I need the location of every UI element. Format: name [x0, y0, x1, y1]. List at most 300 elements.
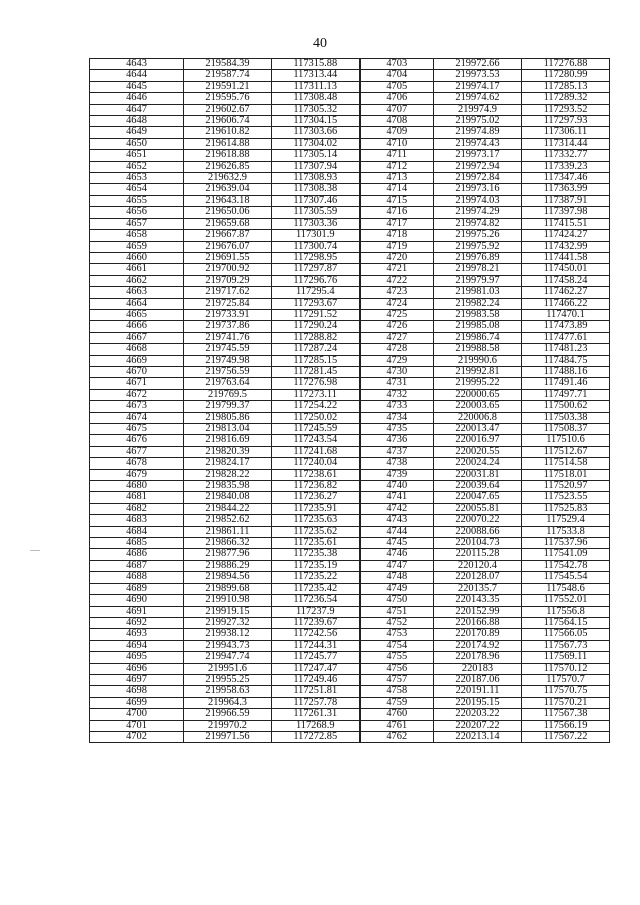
y-coordinate-cell: 117514.58: [522, 458, 610, 469]
point-number-cell: 4759: [360, 697, 434, 708]
y-coordinate-cell: 117567.73: [522, 640, 610, 651]
x-coordinate-cell: 219973.53: [434, 70, 522, 81]
x-coordinate-cell: 219983.58: [434, 309, 522, 320]
x-coordinate-cell: 219973.17: [434, 150, 522, 161]
x-coordinate-cell: 219958.63: [184, 686, 272, 697]
y-coordinate-cell: 117250.02: [272, 412, 360, 423]
y-coordinate-cell: 117304.02: [272, 138, 360, 149]
table-row: [90, 116, 610, 127]
table-row: [90, 150, 610, 161]
point-number-cell: 4734: [360, 412, 434, 423]
x-coordinate-cell: 219584.39: [184, 59, 272, 70]
x-coordinate-cell: 220006.8: [434, 412, 522, 423]
y-coordinate-cell: 117241.68: [272, 446, 360, 457]
point-number-cell: 4722: [360, 275, 434, 286]
x-coordinate-cell: 220213.14: [434, 731, 522, 742]
x-coordinate-cell: 220070.22: [434, 515, 522, 526]
point-number-cell: 4731: [360, 378, 434, 389]
point-number-cell: 4659: [90, 241, 184, 252]
table-row: [90, 412, 610, 423]
point-number-cell: 4723: [360, 287, 434, 298]
point-number-cell: 4687: [90, 560, 184, 571]
table-row: [90, 127, 610, 138]
y-coordinate-cell: 117525.83: [522, 503, 610, 514]
x-coordinate-cell: 219587.74: [184, 70, 272, 81]
point-number-cell: 4674: [90, 412, 184, 423]
x-coordinate-cell: 219745.59: [184, 344, 272, 355]
x-coordinate-cell: 219899.68: [184, 583, 272, 594]
x-coordinate-cell: 219978.21: [434, 264, 522, 275]
y-coordinate-cell: 117276.88: [522, 59, 610, 70]
point-number-cell: 4706: [360, 93, 434, 104]
x-coordinate-cell: 219610.82: [184, 127, 272, 138]
table-row: [90, 424, 610, 435]
x-coordinate-cell: 220170.89: [434, 629, 522, 640]
y-coordinate-cell: 117244.31: [272, 640, 360, 651]
table-row: [90, 59, 610, 70]
x-coordinate-cell: 220207.22: [434, 720, 522, 731]
x-coordinate-cell: 220031.81: [434, 469, 522, 480]
x-coordinate-cell: 219700.92: [184, 264, 272, 275]
y-coordinate-cell: 117484.75: [522, 355, 610, 366]
y-coordinate-cell: 117300.74: [272, 241, 360, 252]
y-coordinate-cell: 117245.77: [272, 652, 360, 663]
point-number-cell: 4701: [90, 720, 184, 731]
point-number-cell: 4760: [360, 709, 434, 720]
x-coordinate-cell: 219986.74: [434, 332, 522, 343]
table-row: [90, 344, 610, 355]
x-coordinate-cell: 219840.08: [184, 492, 272, 503]
point-number-cell: 4744: [360, 526, 434, 537]
y-coordinate-cell: 117295.4: [272, 287, 360, 298]
table-row: [90, 355, 610, 366]
table-row: [90, 640, 610, 651]
table-row: [90, 526, 610, 537]
coordinates-table-body: [90, 59, 610, 743]
point-number-cell: 4685: [90, 538, 184, 549]
point-number-cell: 4661: [90, 264, 184, 275]
x-coordinate-cell: 220013.47: [434, 424, 522, 435]
point-number-cell: 4725: [360, 309, 434, 320]
y-coordinate-cell: 117237.9: [272, 606, 360, 617]
y-coordinate-cell: 117291.52: [272, 309, 360, 320]
x-coordinate-cell: 219844.22: [184, 503, 272, 514]
x-coordinate-cell: 219988.58: [434, 344, 522, 355]
x-coordinate-cell: 220120.4: [434, 560, 522, 571]
point-number-cell: 4656: [90, 207, 184, 218]
y-coordinate-cell: 117415.51: [522, 218, 610, 229]
y-coordinate-cell: 117503.38: [522, 412, 610, 423]
point-number-cell: 4653: [90, 173, 184, 184]
x-coordinate-cell: 219992.81: [434, 366, 522, 377]
x-coordinate-cell: 219824.17: [184, 458, 272, 469]
y-coordinate-cell: 117238.61: [272, 469, 360, 480]
point-number-cell: 4677: [90, 446, 184, 457]
y-coordinate-cell: 117235.19: [272, 560, 360, 571]
y-coordinate-cell: 117315.88: [272, 59, 360, 70]
table-row: [90, 492, 610, 503]
page-number: 40: [313, 36, 327, 51]
x-coordinate-cell: 219973.16: [434, 184, 522, 195]
x-coordinate-cell: 220183: [434, 663, 522, 674]
y-coordinate-cell: 117242.56: [272, 629, 360, 640]
point-number-cell: 4671: [90, 378, 184, 389]
table-row: [90, 674, 610, 685]
y-coordinate-cell: 117287.24: [272, 344, 360, 355]
y-coordinate-cell: 117441.58: [522, 252, 610, 263]
x-coordinate-cell: 219974.62: [434, 93, 522, 104]
x-coordinate-cell: 219964.3: [184, 697, 272, 708]
point-number-cell: 4713: [360, 173, 434, 184]
y-coordinate-cell: 117293.67: [272, 298, 360, 309]
point-number-cell: 4703: [360, 59, 434, 70]
table-row: [90, 617, 610, 628]
y-coordinate-cell: 117247.47: [272, 663, 360, 674]
y-coordinate-cell: 117296.76: [272, 275, 360, 286]
table-row: [90, 218, 610, 229]
point-number-cell: 4728: [360, 344, 434, 355]
point-number-cell: 4757: [360, 674, 434, 685]
y-coordinate-cell: 117548.6: [522, 583, 610, 594]
table-row: [90, 104, 610, 115]
x-coordinate-cell: 219972.94: [434, 161, 522, 172]
y-coordinate-cell: 117285.15: [272, 355, 360, 366]
point-number-cell: 4762: [360, 731, 434, 742]
table-row: [90, 161, 610, 172]
point-number-cell: 4739: [360, 469, 434, 480]
y-coordinate-cell: 117537.96: [522, 538, 610, 549]
y-coordinate-cell: 117268.9: [272, 720, 360, 731]
point-number-cell: 4748: [360, 572, 434, 583]
y-coordinate-cell: 117289.32: [522, 93, 610, 104]
point-number-cell: 4679: [90, 469, 184, 480]
y-coordinate-cell: 117280.99: [522, 70, 610, 81]
y-coordinate-cell: 117567.38: [522, 709, 610, 720]
table-row: [90, 606, 610, 617]
point-number-cell: 4721: [360, 264, 434, 275]
point-number-cell: 4718: [360, 230, 434, 241]
point-number-cell: 4755: [360, 652, 434, 663]
x-coordinate-cell: 219976.89: [434, 252, 522, 263]
x-coordinate-cell: 219982.24: [434, 298, 522, 309]
table-row: [90, 629, 610, 640]
x-coordinate-cell: 219966.59: [184, 709, 272, 720]
point-number-cell: 4724: [360, 298, 434, 309]
x-coordinate-cell: 220104.73: [434, 538, 522, 549]
x-coordinate-cell: 220203.22: [434, 709, 522, 720]
x-coordinate-cell: 220055.81: [434, 503, 522, 514]
y-coordinate-cell: 117510.6: [522, 435, 610, 446]
x-coordinate-cell: 219756.59: [184, 366, 272, 377]
point-number-cell: 4657: [90, 218, 184, 229]
y-coordinate-cell: 117236.82: [272, 481, 360, 492]
y-coordinate-cell: 117305.14: [272, 150, 360, 161]
point-number-cell: 4746: [360, 549, 434, 560]
table-row: [90, 184, 610, 195]
point-number-cell: 4708: [360, 116, 434, 127]
point-number-cell: 4696: [90, 663, 184, 674]
table-row: [90, 549, 610, 560]
point-number-cell: 4758: [360, 686, 434, 697]
x-coordinate-cell: 219725.84: [184, 298, 272, 309]
x-coordinate-cell: 220003.65: [434, 401, 522, 412]
y-coordinate-cell: 117462.27: [522, 287, 610, 298]
y-coordinate-cell: 117566.19: [522, 720, 610, 731]
x-coordinate-cell: 220187.06: [434, 674, 522, 685]
point-number-cell: 4750: [360, 595, 434, 606]
point-number-cell: 4675: [90, 424, 184, 435]
table-row: [90, 503, 610, 514]
x-coordinate-cell: 220016.97: [434, 435, 522, 446]
x-coordinate-cell: 219799.37: [184, 401, 272, 412]
y-coordinate-cell: 117569.11: [522, 652, 610, 663]
table-row: [90, 366, 610, 377]
point-number-cell: 4738: [360, 458, 434, 469]
x-coordinate-cell: 220152.99: [434, 606, 522, 617]
table-row: [90, 560, 610, 571]
y-coordinate-cell: 117236.27: [272, 492, 360, 503]
x-coordinate-cell: 219985.08: [434, 321, 522, 332]
y-coordinate-cell: 117567.22: [522, 731, 610, 742]
point-number-cell: 4747: [360, 560, 434, 571]
point-number-cell: 4709: [360, 127, 434, 138]
y-coordinate-cell: 117305.59: [272, 207, 360, 218]
point-number-cell: 4644: [90, 70, 184, 81]
y-coordinate-cell: 117314.44: [522, 138, 610, 149]
y-coordinate-cell: 117307.46: [272, 195, 360, 206]
point-number-cell: 4714: [360, 184, 434, 195]
x-coordinate-cell: 219927.32: [184, 617, 272, 628]
y-coordinate-cell: 117235.38: [272, 549, 360, 560]
x-coordinate-cell: 219955.25: [184, 674, 272, 685]
y-coordinate-cell: 117261.31: [272, 709, 360, 720]
point-number-cell: 4683: [90, 515, 184, 526]
point-number-cell: 4711: [360, 150, 434, 161]
x-coordinate-cell: 220020.55: [434, 446, 522, 457]
x-coordinate-cell: 219866.32: [184, 538, 272, 549]
y-coordinate-cell: 117313.44: [272, 70, 360, 81]
x-coordinate-cell: 219974.17: [434, 81, 522, 92]
y-coordinate-cell: 117477.61: [522, 332, 610, 343]
table-row: [90, 252, 610, 263]
x-coordinate-cell: 220174.92: [434, 640, 522, 651]
point-number-cell: 4643: [90, 59, 184, 70]
x-coordinate-cell: 220128.07: [434, 572, 522, 583]
x-coordinate-cell: 219894.56: [184, 572, 272, 583]
y-coordinate-cell: 117293.52: [522, 104, 610, 115]
x-coordinate-cell: 219643.18: [184, 195, 272, 206]
table-row: [90, 401, 610, 412]
table-row: [90, 70, 610, 81]
y-coordinate-cell: 117308.38: [272, 184, 360, 195]
y-coordinate-cell: 117298.95: [272, 252, 360, 263]
y-coordinate-cell: 117240.04: [272, 458, 360, 469]
table-row: [90, 241, 610, 252]
y-coordinate-cell: 117508.37: [522, 424, 610, 435]
x-coordinate-cell: 219667.87: [184, 230, 272, 241]
point-number-cell: 4686: [90, 549, 184, 560]
point-number-cell: 4735: [360, 424, 434, 435]
y-coordinate-cell: 117564.15: [522, 617, 610, 628]
x-coordinate-cell: 220178.96: [434, 652, 522, 663]
point-number-cell: 4743: [360, 515, 434, 526]
table-row: [90, 264, 610, 275]
y-coordinate-cell: 117387.91: [522, 195, 610, 206]
point-number-cell: 4690: [90, 595, 184, 606]
x-coordinate-cell: 219938.12: [184, 629, 272, 640]
x-coordinate-cell: 220143.35: [434, 595, 522, 606]
point-number-cell: 4705: [360, 81, 434, 92]
y-coordinate-cell: 117500.62: [522, 401, 610, 412]
y-coordinate-cell: 117304.15: [272, 116, 360, 127]
point-number-cell: 4754: [360, 640, 434, 651]
table-row: [90, 572, 610, 583]
point-number-cell: 4682: [90, 503, 184, 514]
y-coordinate-cell: 117512.67: [522, 446, 610, 457]
point-number-cell: 4741: [360, 492, 434, 503]
x-coordinate-cell: 219602.67: [184, 104, 272, 115]
table-row: [90, 481, 610, 492]
y-coordinate-cell: 117301.9: [272, 230, 360, 241]
x-coordinate-cell: 219606.74: [184, 116, 272, 127]
x-coordinate-cell: 219981.03: [434, 287, 522, 298]
point-number-cell: 4678: [90, 458, 184, 469]
y-coordinate-cell: 117249.46: [272, 674, 360, 685]
x-coordinate-cell: 219632.9: [184, 173, 272, 184]
point-number-cell: 4716: [360, 207, 434, 218]
y-coordinate-cell: 117235.62: [272, 526, 360, 537]
table-row: [90, 686, 610, 697]
x-coordinate-cell: 220191.11: [434, 686, 522, 697]
x-coordinate-cell: 219763.64: [184, 378, 272, 389]
x-coordinate-cell: 219995.22: [434, 378, 522, 389]
table-row: [90, 652, 610, 663]
y-coordinate-cell: 117481.23: [522, 344, 610, 355]
point-number-cell: 4742: [360, 503, 434, 514]
x-coordinate-cell: 219639.04: [184, 184, 272, 195]
table-row: [90, 583, 610, 594]
point-number-cell: 4698: [90, 686, 184, 697]
y-coordinate-cell: 117518.01: [522, 469, 610, 480]
point-number-cell: 4655: [90, 195, 184, 206]
point-number-cell: 4668: [90, 344, 184, 355]
y-coordinate-cell: 117556.8: [522, 606, 610, 617]
table-row: [90, 287, 610, 298]
y-coordinate-cell: 117347.46: [522, 173, 610, 184]
x-coordinate-cell: 219717.62: [184, 287, 272, 298]
table-row: [90, 458, 610, 469]
y-coordinate-cell: 117308.93: [272, 173, 360, 184]
point-number-cell: 4665: [90, 309, 184, 320]
point-number-cell: 4660: [90, 252, 184, 263]
x-coordinate-cell: 219975.02: [434, 116, 522, 127]
point-number-cell: 4700: [90, 709, 184, 720]
y-coordinate-cell: 117288.82: [272, 332, 360, 343]
y-coordinate-cell: 117520.97: [522, 481, 610, 492]
x-coordinate-cell: 220088.66: [434, 526, 522, 537]
table-row: [90, 309, 610, 320]
table-row: [90, 720, 610, 731]
table-row: [90, 435, 610, 446]
y-coordinate-cell: 117450.01: [522, 264, 610, 275]
x-coordinate-cell: 219972.84: [434, 173, 522, 184]
y-coordinate-cell: 117235.63: [272, 515, 360, 526]
x-coordinate-cell: 219947.74: [184, 652, 272, 663]
table-row: [90, 195, 610, 206]
point-number-cell: 4717: [360, 218, 434, 229]
x-coordinate-cell: 219614.88: [184, 138, 272, 149]
point-number-cell: 4648: [90, 116, 184, 127]
x-coordinate-cell: 219737.86: [184, 321, 272, 332]
y-coordinate-cell: 117339.23: [522, 161, 610, 172]
point-number-cell: 4715: [360, 195, 434, 206]
table-row: [90, 298, 610, 309]
x-coordinate-cell: 219835.98: [184, 481, 272, 492]
point-number-cell: 4740: [360, 481, 434, 492]
point-number-cell: 4680: [90, 481, 184, 492]
y-coordinate-cell: 117281.45: [272, 366, 360, 377]
y-coordinate-cell: 117308.48: [272, 93, 360, 104]
point-number-cell: 4658: [90, 230, 184, 241]
point-number-cell: 4720: [360, 252, 434, 263]
y-coordinate-cell: 117497.71: [522, 389, 610, 400]
y-coordinate-cell: 117307.94: [272, 161, 360, 172]
x-coordinate-cell: 219974.03: [434, 195, 522, 206]
y-coordinate-cell: 117523.55: [522, 492, 610, 503]
y-coordinate-cell: 117488.16: [522, 366, 610, 377]
point-number-cell: 4710: [360, 138, 434, 149]
x-coordinate-cell: 220195.15: [434, 697, 522, 708]
y-coordinate-cell: 117290.24: [272, 321, 360, 332]
y-coordinate-cell: 117235.22: [272, 572, 360, 583]
x-coordinate-cell: 219591.21: [184, 81, 272, 92]
point-number-cell: 4737: [360, 446, 434, 457]
point-number-cell: 4749: [360, 583, 434, 594]
point-number-cell: 4663: [90, 287, 184, 298]
point-number-cell: 4689: [90, 583, 184, 594]
y-coordinate-cell: 117235.61: [272, 538, 360, 549]
y-coordinate-cell: 117251.81: [272, 686, 360, 697]
y-coordinate-cell: 117363.99: [522, 184, 610, 195]
y-coordinate-cell: 117311.13: [272, 81, 360, 92]
point-number-cell: 4736: [360, 435, 434, 446]
table-row: [90, 697, 610, 708]
y-coordinate-cell: 117254.22: [272, 401, 360, 412]
x-coordinate-cell: 219972.66: [434, 59, 522, 70]
y-coordinate-cell: 117397.98: [522, 207, 610, 218]
point-number-cell: 4697: [90, 674, 184, 685]
point-number-cell: 4691: [90, 606, 184, 617]
table-row: [90, 230, 610, 241]
x-coordinate-cell: 220135.7: [434, 583, 522, 594]
x-coordinate-cell: 219910.98: [184, 595, 272, 606]
point-number-cell: 4745: [360, 538, 434, 549]
table-row: [90, 321, 610, 332]
x-coordinate-cell: 219886.29: [184, 560, 272, 571]
y-coordinate-cell: 117458.24: [522, 275, 610, 286]
y-coordinate-cell: 117236.54: [272, 595, 360, 606]
x-coordinate-cell: 219709.29: [184, 275, 272, 286]
table-row: [90, 538, 610, 549]
point-number-cell: 4651: [90, 150, 184, 161]
y-coordinate-cell: 117305.32: [272, 104, 360, 115]
x-coordinate-cell: 219820.39: [184, 446, 272, 457]
x-coordinate-cell: 219805.86: [184, 412, 272, 423]
x-coordinate-cell: 220115.28: [434, 549, 522, 560]
y-coordinate-cell: 117570.75: [522, 686, 610, 697]
point-number-cell: 4652: [90, 161, 184, 172]
x-coordinate-cell: 219626.85: [184, 161, 272, 172]
